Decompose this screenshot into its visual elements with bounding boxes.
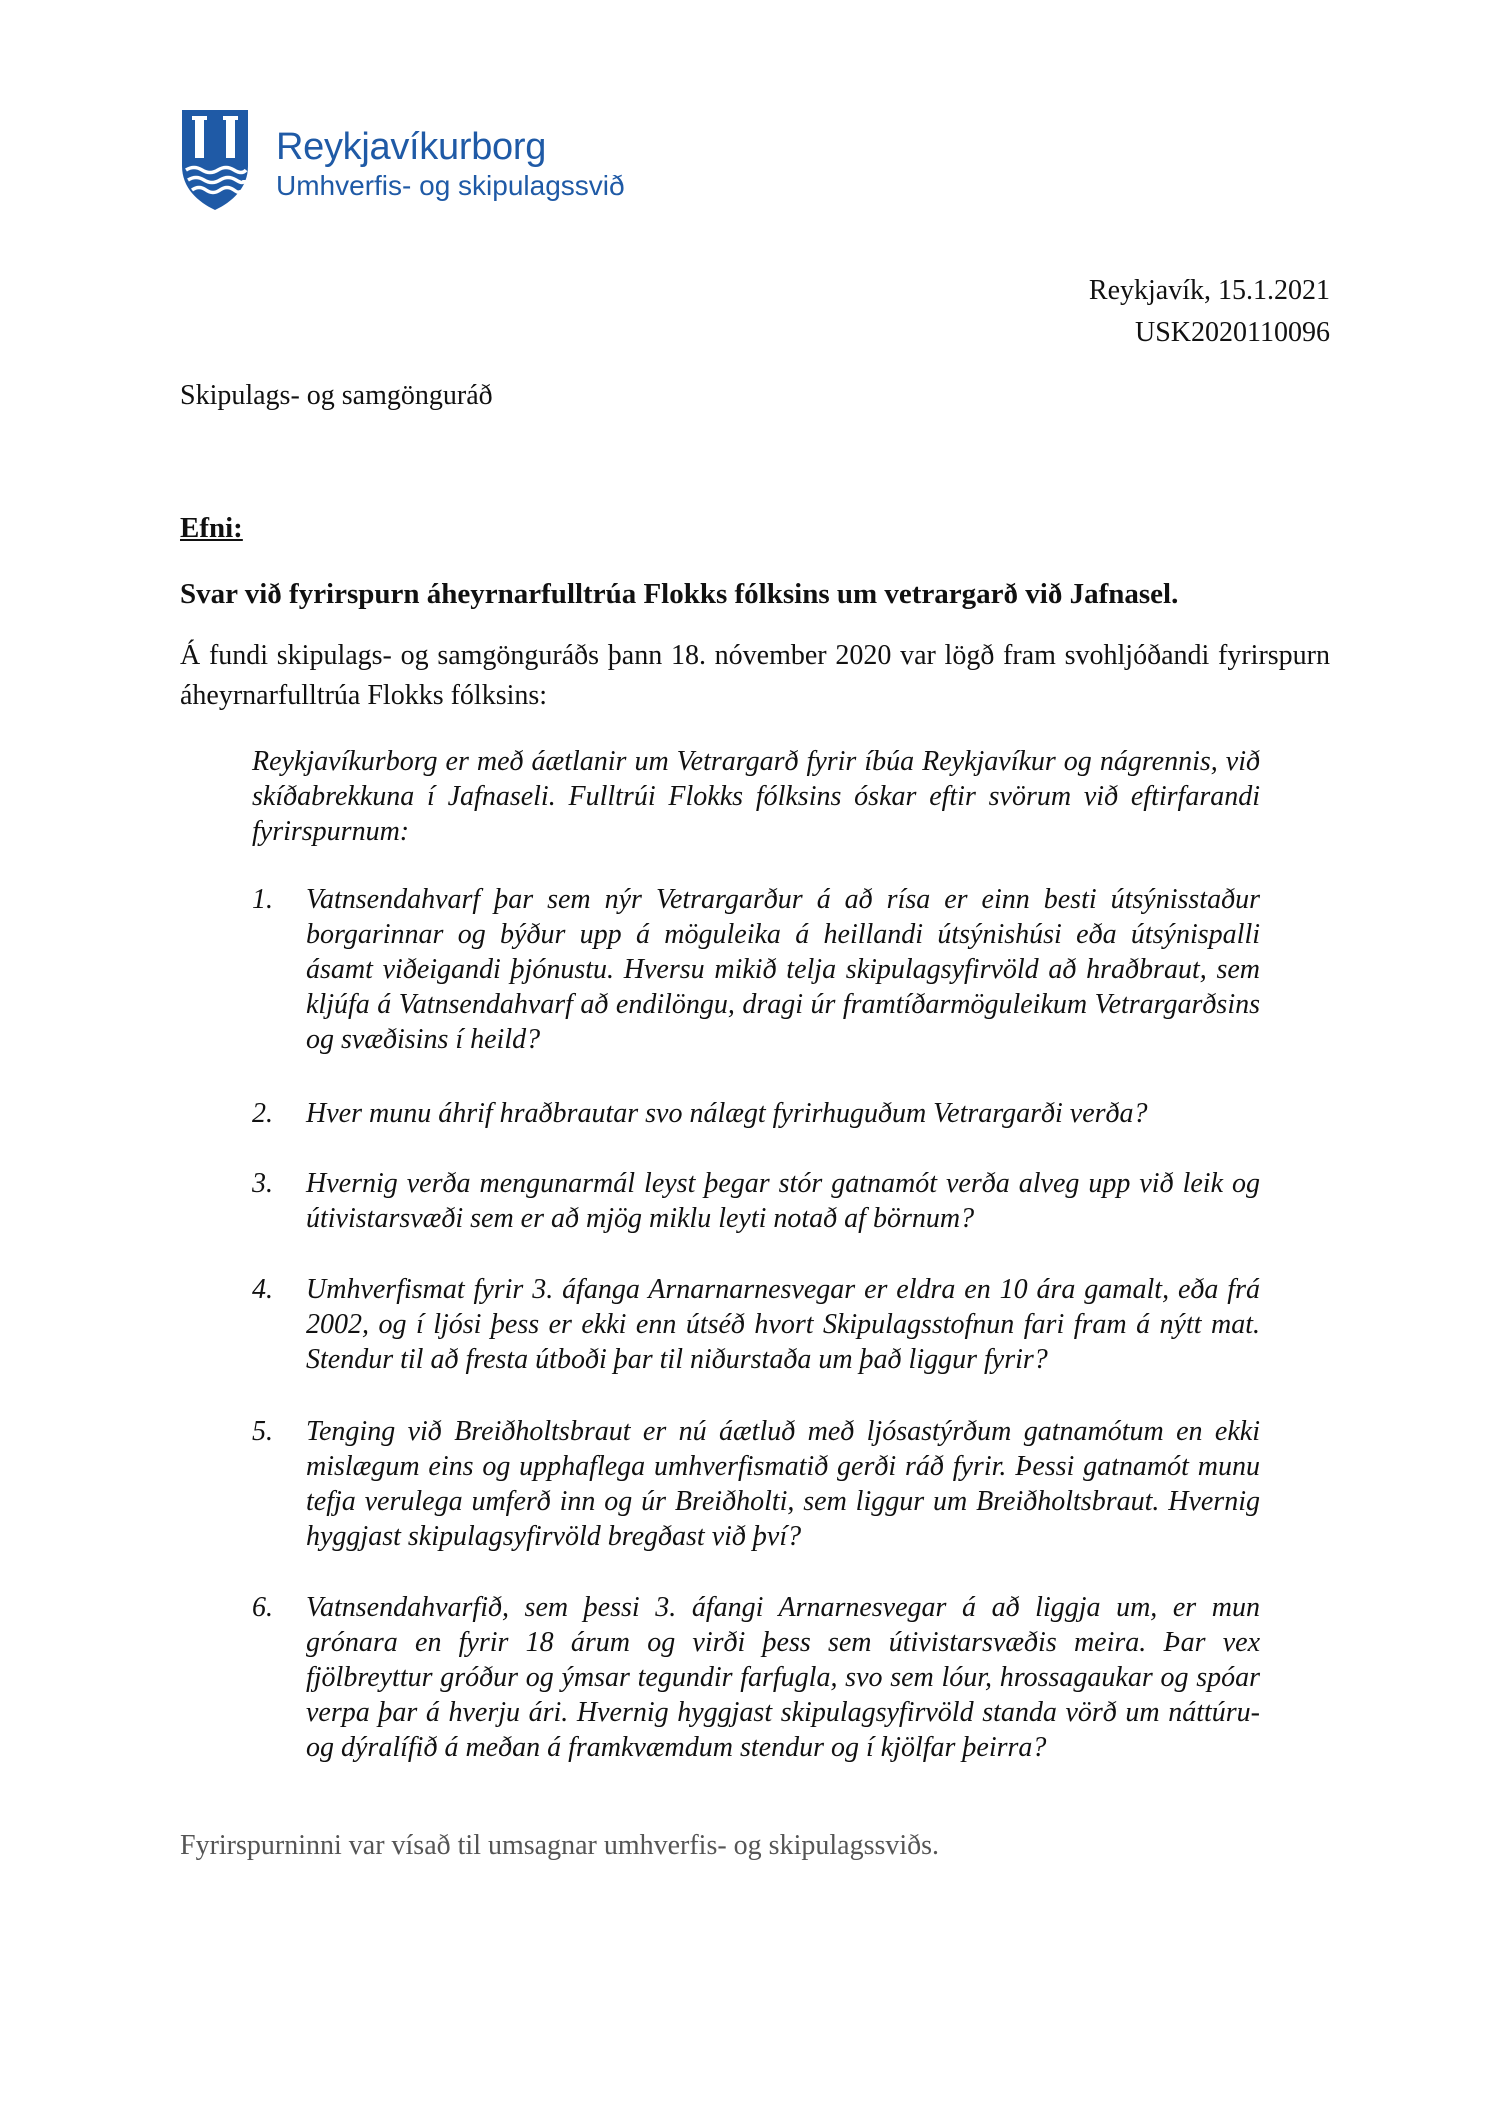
question-number: 4. xyxy=(252,1274,273,1305)
department-name: Umhverfis- og skipulagssvið xyxy=(276,170,625,201)
quoted-inquiry: Reykjavíkurborg er með áætlanir um Vetrargarð fyrir íbúa Reykjavíkur og nágrennis, við skíðabrekkuna í Jafnaseli. Fulltrúi Flokks fólksins óskar eftir svörum við eftirfarandi fyrirspurnum: xyxy=(252,746,1260,847)
question-number: 6. xyxy=(252,1592,273,1623)
subject-title: Svar við fyrirspurn áheyrnarfulltrúa Flokks fólksins um vetrargarð við Jafnasel. xyxy=(180,578,1179,610)
recipient: Skipulags- og samgönguráð xyxy=(180,380,493,411)
subject-label: Efni: xyxy=(180,512,243,544)
question-text: Hvernig verða mengunarmál leyst þegar stór gatnamót verða alveg upp við leik og útivistarsvæði sem er að mjög miklu leyti notað af börnum? xyxy=(306,1168,1260,1234)
question-number: 1. xyxy=(252,884,273,915)
question-number: 2. xyxy=(252,1098,273,1129)
question-text: Vatnsendahvarf þar sem nýr Vetrargarður á að rísa er einn besti útsýnisstaður borgarinnar og býður upp á möguleika á heillandi útsýnishúsi eða útsýnispalli ásamt viðeigandi þjónustu. Hversu mikið telja skipulagsyfirvöld að hraðbraut, sem kljúfa á Vatnsendahvarf að endilöngu, dragi úr framtíðarmöguleikum Vetrargarðsins og svæðisins í heild? xyxy=(306,884,1260,1055)
question-number: 5. xyxy=(252,1416,273,1447)
place-date: Reykjavík, 15.1.2021 xyxy=(1088,275,1330,306)
closing-note: Fyrirspurninni var vísað til umsagnar umhverfis- og skipulagssviðs. xyxy=(180,1830,940,1861)
organization-name: Reykjavíkurborg xyxy=(276,126,547,168)
question-text: Tenging við Breiðholtsbraut er nú áætluð með ljósastýrðum gatnamótum en ekki mislægum eins og upphaflega umhverfismatið gerði ráð fyrir. Þessi gatnamót munu tefja verulega umferð inn og úr Breiðholti, sem liggur um Breiðholtsbraut. Hvernig hyggjast skipulagsyfirvöld bregðast við því? xyxy=(306,1416,1260,1552)
case-number: USK2020110096 xyxy=(1135,317,1330,348)
date-block xyxy=(1089,270,1330,354)
intro-paragraph: Á fundi skipulags- og samgönguráðs þann 18. nóvember 2020 var lögð fram svohljóðandi fyrirspurn áheyrnarfulltrúa Flokks fólksins: xyxy=(180,640,1330,711)
reykjavik-coat-of-arms-icon xyxy=(180,108,250,212)
question-number: 3. xyxy=(252,1168,273,1199)
question-text: Hver munu áhrif hraðbrautar svo nálægt fyrirhuguðum Vetrargarði verða? xyxy=(306,1098,1148,1129)
question-text: Umhverfismat fyrir 3. áfanga Arnarnarnesvegar er eldra en 10 ára gamalt, eða frá 2002, og í ljósi þess er ekki enn útséð hvort Skipulagsstofnun fari fram á nýtt mat. Stendur til að fresta útboði þar til niðurstaða um það liggur fyrir? xyxy=(306,1274,1260,1375)
letterhead xyxy=(180,108,630,214)
question-text: Vatnsendahvarfið, sem þessi 3. áfangi Arnarnesvegar á að liggja um, er mun grónara en fyrir 18 árum og virði þess sem útivistarsvæðis meira. Þar vex fjölbreyttur gróður og ýmsar tegundir farfugla, svo sem lóur, hrossagaukar og spóar verpa þar á hverju ári. Hvernig hyggjast skipulagsyfirvöld standa vörð um náttúru- og dýralífið á meðan á framkvæmdum stendur og í kjölfar þeirra? xyxy=(306,1592,1260,1763)
